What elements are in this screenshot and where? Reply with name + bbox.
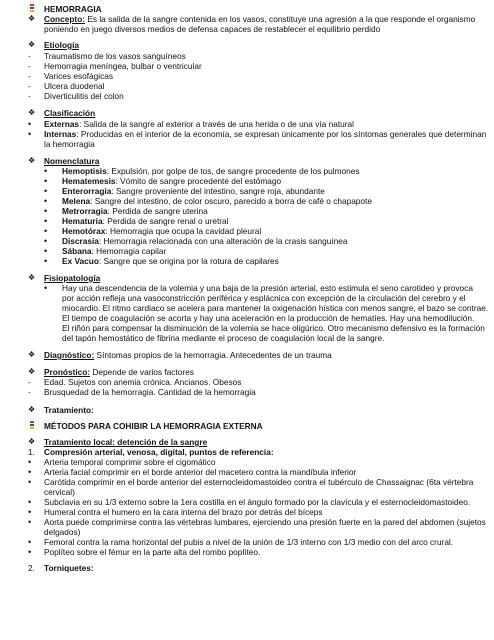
- dash-marker: -: [28, 387, 31, 397]
- term: Discrasia: [62, 236, 99, 246]
- fisiopatologia-line: miocardio. El ritmo cardiaco se acelera para mantener la oxigenación hística con menos sangre, el bazo se contrae.: [62, 303, 489, 313]
- bullet-marker: •: [44, 186, 48, 196]
- etiologia-label: Etiología: [44, 40, 80, 50]
- punto-item-cont: cervical): [44, 487, 75, 497]
- concepto-text: Es la salida de la sangre contenida en los vasos, constituye una agresión a la que responde el organismo: [85, 14, 476, 24]
- bullet-marker: •: [28, 467, 32, 477]
- diamond-icon: ❖: [28, 350, 36, 359]
- punto-item: Arteria facial comprimir en el borde anterior del macetero contra la mandíbula inferior: [44, 467, 357, 477]
- bullet-marker: •: [28, 537, 32, 547]
- dash-marker: -: [28, 81, 31, 91]
- bullet-marker: •: [44, 166, 48, 176]
- diamond-icon: ❖: [28, 40, 36, 49]
- term: Melena: [62, 196, 91, 206]
- pronostico-item: Brusquedad de la hemorragia. Cantidad de la hemorragia: [44, 387, 256, 397]
- bullet-marker: •: [28, 477, 32, 487]
- torniquetes-heading: Torniquetes:: [44, 563, 94, 573]
- punto-item-cont: delgados): [44, 527, 81, 537]
- bullet-marker: •: [44, 206, 48, 216]
- dash-marker: -: [28, 71, 31, 81]
- bullet-marker: •: [28, 547, 32, 557]
- pronostico-label: Pronóstico:: [44, 367, 91, 377]
- bullet-marker: •: [28, 129, 32, 139]
- definition: : Perdida de sangre renal o uretral: [102, 216, 229, 226]
- bullet-marker: •: [44, 226, 48, 236]
- punto-item: Arteria temporal comprimir sobre el cigomático: [44, 457, 216, 467]
- definition: : Vómito de sangre procedente del estómago: [115, 176, 282, 186]
- definition: : Perdida de sangre uterina: [107, 206, 208, 216]
- dash-marker: -: [28, 377, 31, 387]
- definition: : Sangre proveniente del intestino, sangre roja, abundante: [111, 186, 325, 196]
- etiologia-item: Diverticulitis del colon: [44, 91, 124, 101]
- metodos-title: MÉTODOS PARA COHIBIR LA HEMORRAGIA EXTERNA: [44, 421, 263, 431]
- etiologia-item: Hemorragia meníngea, bulbar o ventricular: [44, 61, 202, 71]
- fisiopatologia-line: del tapón hemostático de fibrina mediante el proceso de coagulación local de la sangre.: [62, 333, 385, 343]
- bullet-marker: •: [28, 457, 32, 467]
- term: Sábana: [62, 246, 92, 256]
- bullet-marker: •: [28, 119, 32, 129]
- etiologia-item: Varices esofágicas: [44, 71, 114, 81]
- dash-marker: -: [28, 61, 31, 71]
- bullet-marker: •: [44, 216, 48, 226]
- definition: : Hemorragia capilar: [91, 246, 167, 256]
- number-marker: 2.: [28, 563, 35, 573]
- fisiopatologia-line: El tiempo de coagulación se acorta y hay una aceleración en la producción de hematíes. Hay una hemodilución.: [62, 313, 475, 323]
- fisiopatologia-line: El riñón para compensar la disminución de la volemia se hace oligúrico. Otro mecanismo defensivo es la formación: [62, 323, 485, 333]
- pin-icon: [28, 421, 42, 432]
- punto-item: Poplíteo sobre el fémur en la parte alta del rombo poplíteo.: [44, 547, 261, 557]
- bullet-marker: •: [44, 283, 48, 293]
- diamond-icon: ❖: [28, 437, 36, 446]
- fisiopatologia-label: Fisiopatología: [44, 273, 101, 283]
- pronostico-text: Depende de varios factores: [90, 367, 194, 377]
- diamond-icon: ❖: [28, 405, 36, 414]
- punto-item: Aorta puede comprimirse contra las vértebras lumbares, ejerciendo una presión fuerte en la pared del abdomen (sujetos: [44, 517, 486, 527]
- definition: : Sangre del intestino, de color oscuro, parecido a borra de café o chapapote: [90, 196, 372, 206]
- internas-def: : Producidas en el interior de la economía, se expresan únicamente por los síntomas generales que determinan: [76, 129, 487, 139]
- punto-item: Humeral contra el humero en la cara interna del brazo por detrás del bíceps: [44, 507, 323, 517]
- bullet-marker: •: [28, 497, 32, 507]
- punto-item: Carótida comprimir en el borde anterior del esternocleidomastoideo contra el tubérculo de Chassaignac (6ta vértebra: [44, 477, 474, 487]
- internas-term: Internas: [44, 129, 77, 139]
- concepto-label: Concepto:: [44, 14, 86, 24]
- etiologia-item: Traumatismo de los vasos sanguíneos: [44, 51, 186, 61]
- dash-marker: -: [28, 91, 31, 101]
- definition: : Hemorragia relacionada con una alteración de la crasis sanguínea: [98, 236, 348, 246]
- tratamiento-local-label: Tratamiento local: detención de la sangre: [44, 437, 208, 447]
- etiologia-item: Ulcera duodenal: [44, 81, 105, 91]
- number-marker: 1.: [28, 447, 35, 457]
- doc-title: HEMORRAGIA: [44, 4, 102, 14]
- term: Enterorragia: [62, 186, 112, 196]
- pronostico-item: Edad. Sujetos con anemia crónica. Ancianos. Obesos: [44, 377, 242, 387]
- bullet-marker: •: [28, 507, 32, 517]
- bullet-marker: •: [44, 256, 48, 266]
- term: Hemotórax: [62, 226, 106, 236]
- externas-def: : Salida de la sangre al exterior a través de una herida o de una vía natural: [79, 119, 354, 129]
- nomenclatura-label: Nomenclatura: [44, 156, 100, 166]
- bullet-marker: •: [44, 176, 48, 186]
- fisiopatologia-line: por acción refleja una vasoconstricción periférica y esplácnica con excepción de la circulación del cerebro y el: [62, 293, 466, 303]
- term: Hemoptisis: [62, 166, 107, 176]
- definition: : Expulsión, por golpe de tos, de sangre procedente de los pulmones: [106, 166, 360, 176]
- bullet-marker: •: [44, 196, 48, 206]
- diamond-icon: ❖: [28, 156, 36, 165]
- externas-term: Externas: [44, 119, 80, 129]
- diamond-icon: ❖: [28, 273, 36, 282]
- term: Hematuria: [62, 216, 103, 226]
- definition: : Sangre que se origina por la rotura de capilares: [98, 256, 279, 266]
- internas-def-2: la hemorragia: [44, 139, 95, 149]
- term: Hematemesis: [62, 176, 116, 186]
- diamond-icon: ❖: [28, 108, 36, 117]
- diamond-icon: ❖: [28, 14, 36, 23]
- compresion-heading: Compresión arterial, venosa, digital, puntos de referencia:: [44, 447, 274, 457]
- diamond-icon: ❖: [28, 367, 36, 376]
- bullet-marker: •: [44, 236, 48, 246]
- definition: : Hemorragia que ocupa la cavidad pleural: [105, 226, 262, 236]
- punto-item: Subclavia en su 1/3 externo sobre la 1era costilla en el ángulo formado por la clavícula y el esternocleidomastoideo.: [44, 497, 471, 507]
- concepto-text-2: poniendo en juego diversos medios de defensa capaces de restablecer el equilibrio perdido: [44, 24, 381, 34]
- diagnostico-label: Diagnóstico:: [44, 350, 95, 360]
- bullet-marker: •: [44, 246, 48, 256]
- bullet-marker: •: [28, 517, 32, 527]
- dash-marker: -: [28, 51, 31, 61]
- clasificacion-label: Clasificación: [44, 108, 96, 118]
- fisiopatologia-line: Hay una descendencia de la volemia y una baja de la presión arterial, esto estimula el seno carotideo y provoca: [62, 283, 473, 293]
- term: Ex Vacuo: [62, 256, 99, 266]
- term: Metrorragia: [62, 206, 108, 216]
- tratamiento-label: Tratamiento:: [44, 405, 94, 415]
- diagnostico-text: Síntomas propios de la hemorragia. Antecedentes de un trauma: [94, 350, 332, 360]
- punto-item: Femoral contra la rama horizontal del pubis a nivel de la unión de 1/3 interno con 1/3 medio con del arco crural.: [44, 537, 454, 547]
